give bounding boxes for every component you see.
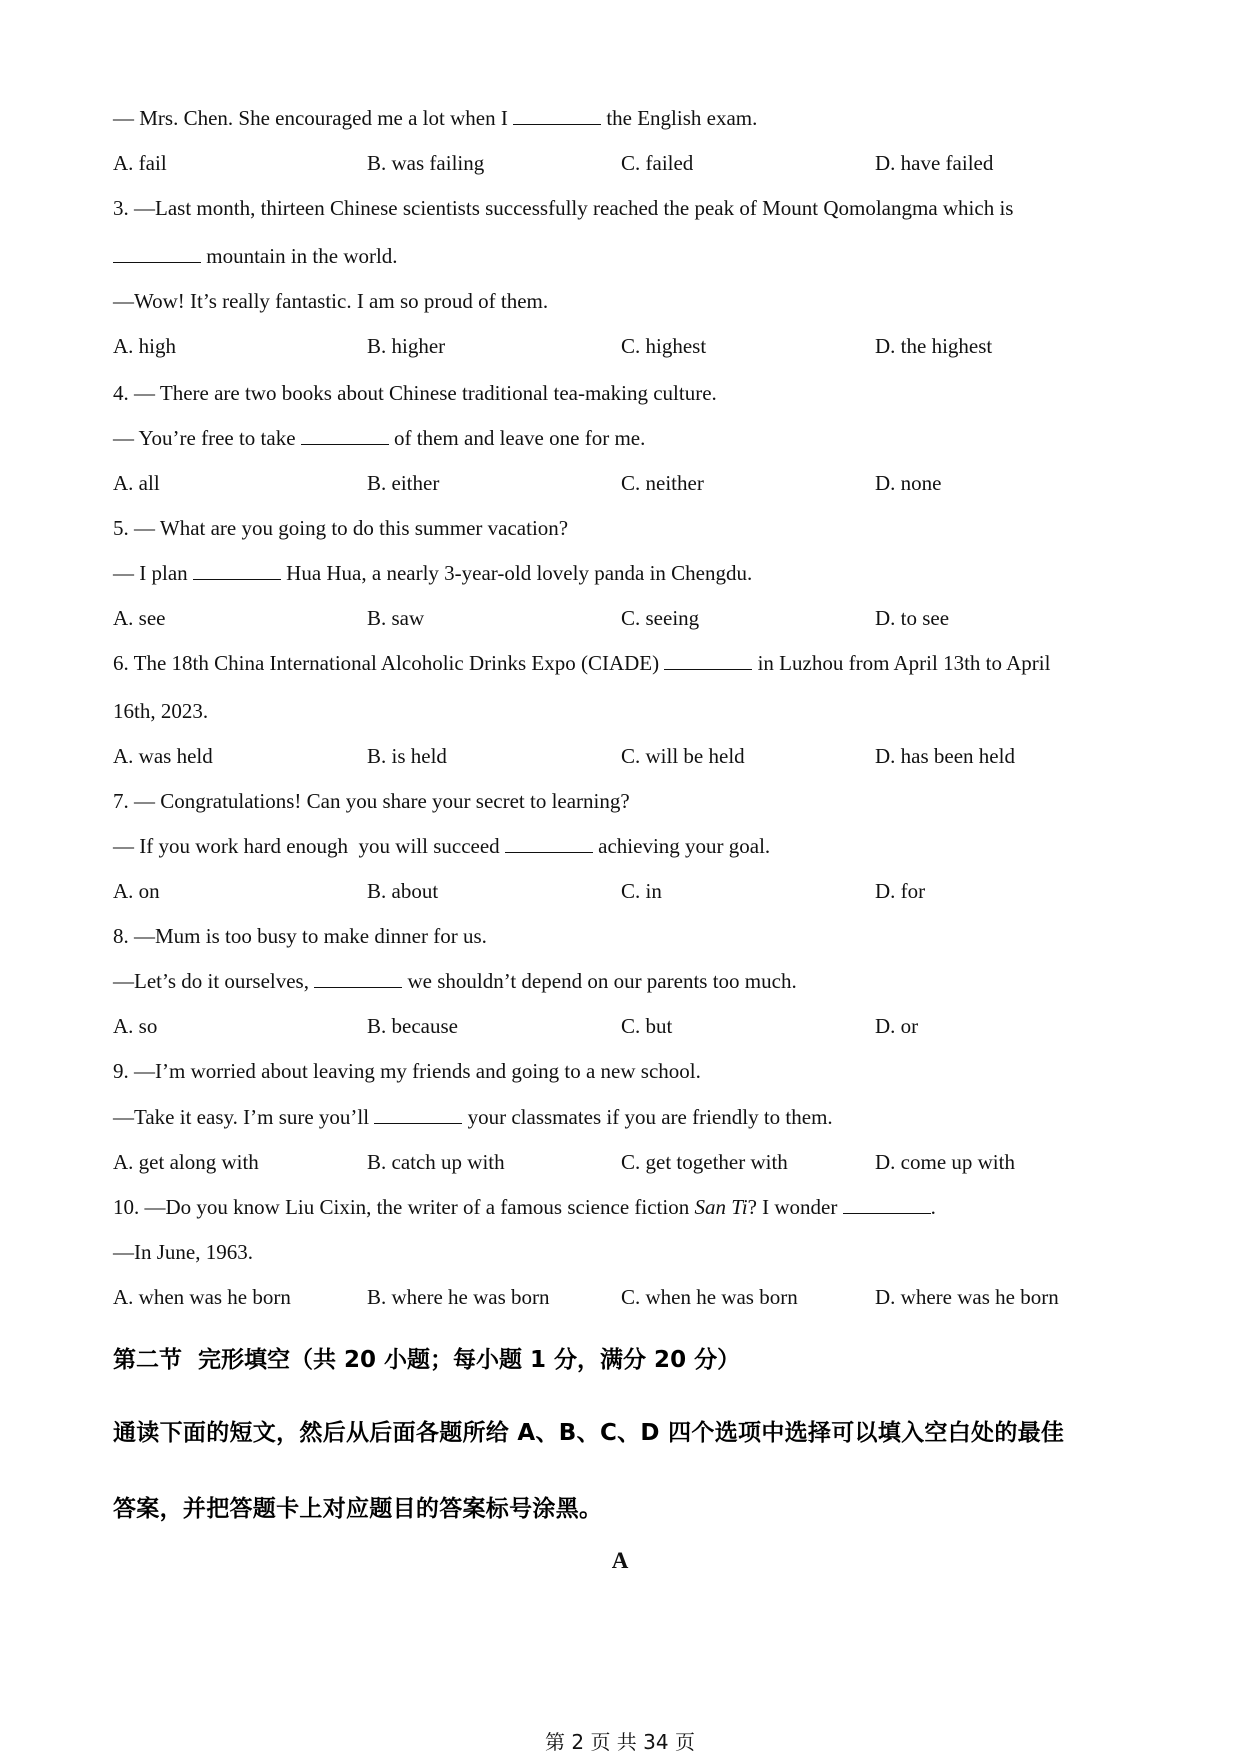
q3-option-b: B. higher	[367, 334, 446, 358]
q10-question-line	[113, 1194, 936, 1220]
text: 6. The 18th China International Alcoholic Drinks Expo (CIADE)	[113, 651, 665, 675]
q5-question-line: 5. — What are you going to do this summer vacation?	[113, 516, 569, 540]
text: we shouldn’t depend on our parents too much.	[402, 969, 797, 993]
q6-option-d: D. has been held	[875, 744, 1015, 768]
q10-option-b: B. where he was born	[367, 1285, 550, 1309]
q5-option-a: A. see	[113, 606, 166, 630]
blank	[193, 561, 281, 580]
q4-question-line: 4. — There are two books about Chinese traditional tea-making culture.	[113, 381, 717, 405]
q4-options	[113, 470, 1133, 496]
q3-option-d: D. the highest	[875, 334, 993, 358]
q7-option-c: C. in	[621, 879, 662, 903]
q9-question-line: 9. —I’m worried about leaving my friends and going to a new school.	[113, 1059, 701, 1083]
blank	[513, 106, 601, 125]
q6-option-b: B. is held	[367, 744, 447, 768]
q6-question-line2: 16th, 2023.	[113, 699, 209, 723]
q6-question-line1	[113, 650, 1050, 676]
blank	[505, 834, 593, 853]
q5-option-d: D. to see	[875, 606, 950, 630]
section-heading: 第二节 完形填空（共 20 小题；每小题 1 分，满分 20 分）	[113, 1347, 741, 1373]
text: in Luzhou from April 13th to April	[752, 651, 1051, 675]
passage-label: A	[611, 1548, 629, 1573]
q2-option-a: A. fail	[113, 151, 167, 175]
q10-option-c: C. when he was born	[621, 1285, 798, 1309]
q9-answer-line	[113, 1104, 833, 1130]
text: — I plan	[113, 561, 193, 585]
q9-option-b: B. catch up with	[367, 1150, 505, 1174]
q5-option-c: C. seeing	[621, 606, 700, 630]
blank	[374, 1105, 462, 1124]
q3-option-a: A. high	[113, 334, 176, 358]
q2-option-c: C. failed	[621, 151, 694, 175]
text: the English exam.	[601, 106, 758, 130]
blank	[664, 651, 752, 670]
page-footer: 第 2 页 共 34 页	[545, 1730, 695, 1754]
q10-option-d: D. where was he born	[875, 1285, 1059, 1309]
text: achieving your goal.	[592, 834, 771, 858]
q2-option-b: B. was failing	[367, 151, 485, 175]
q2-answer-line	[113, 105, 757, 131]
q9-option-d: D. come up with	[875, 1150, 1015, 1174]
q7-option-b: B. about	[367, 879, 439, 903]
q3-question-line2	[113, 243, 398, 269]
q3-options	[113, 333, 1133, 359]
q5-answer-line	[113, 560, 752, 586]
q9-option-c: C. get together with	[621, 1150, 788, 1174]
q6-option-a: A. was held	[113, 744, 213, 768]
text: — Mrs. Chen. She encouraged me a lot when I	[113, 106, 514, 130]
q6-option-c: C. will be held	[621, 744, 745, 768]
q8-question-line: 8. —Mum is too busy to make dinner for us.	[113, 924, 487, 948]
text: — You’re free to take	[113, 426, 301, 450]
q7-answer-line	[113, 833, 770, 859]
text: ? I wonder	[747, 1195, 843, 1219]
q8-option-b: B. because	[367, 1014, 458, 1038]
q5-option-b: B. saw	[367, 606, 425, 630]
q3-option-c: C. highest	[621, 334, 707, 358]
q7-question-line: 7. — Congratulations! Can you share your secret to learning?	[113, 789, 630, 813]
q6-options	[113, 743, 1133, 769]
q8-option-a: A. so	[113, 1014, 158, 1038]
q4-option-d: D. none	[875, 471, 942, 495]
q10-answer-line: —In June, 1963.	[113, 1240, 253, 1264]
q2-option-d: D. have failed	[875, 151, 994, 175]
q10-options	[113, 1284, 1133, 1310]
q8-options	[113, 1013, 1133, 1039]
q3-answer-line: —Wow! It’s really fantastic. I am so proud of them.	[113, 289, 549, 313]
blank	[843, 1195, 931, 1214]
q7-option-d: D. for	[875, 879, 926, 903]
blank	[113, 244, 201, 263]
q9-option-a: A. get along with	[113, 1150, 259, 1174]
blank	[314, 969, 402, 988]
text: —Let’s do it ourselves,	[113, 969, 315, 993]
text: of them and leave one for me.	[388, 426, 646, 450]
q7-options	[113, 878, 1133, 904]
q5-options	[113, 605, 1133, 631]
text: — If you work hard enough you will succeed	[113, 834, 505, 858]
q8-option-d: D. or	[875, 1014, 919, 1038]
book-title: San Ti	[694, 1195, 748, 1219]
q8-option-c: C. but	[621, 1014, 673, 1038]
text: mountain in the world.	[201, 244, 398, 268]
text: —Take it easy. I’m sure you’ll	[113, 1105, 375, 1129]
q4-answer-line	[113, 425, 645, 451]
section-instruction-line1: 通读下面的短文，然后从后面各题所给 A、B、C、D 四个选项中选择可以填入空白处的最佳	[113, 1420, 1065, 1446]
q8-answer-line	[113, 968, 797, 994]
text: your classmates if you are friendly to them.	[462, 1105, 833, 1129]
q4-option-a: A. all	[113, 471, 160, 495]
text: .	[930, 1195, 936, 1219]
q9-options	[113, 1149, 1133, 1175]
section-instruction-line2: 答案，并把答题卡上对应题目的答案标号涂黑。	[113, 1496, 603, 1522]
blank	[301, 426, 389, 445]
text: 10. —Do you know Liu Cixin, the writer of a famous science fiction	[113, 1195, 695, 1219]
q10-option-a: A. when was he born	[113, 1285, 291, 1309]
q7-option-a: A. on	[113, 879, 160, 903]
q2-options	[113, 150, 1133, 176]
q4-option-b: B. either	[367, 471, 440, 495]
q3-question-line1: 3. —Last month, thirteen Chinese scientists successfully reached the peak of Mount Qomolangma which is	[113, 196, 1014, 220]
q4-option-c: C. neither	[621, 471, 704, 495]
text: Hua Hua, a nearly 3-year-old lovely panda in Chengdu.	[280, 561, 753, 585]
